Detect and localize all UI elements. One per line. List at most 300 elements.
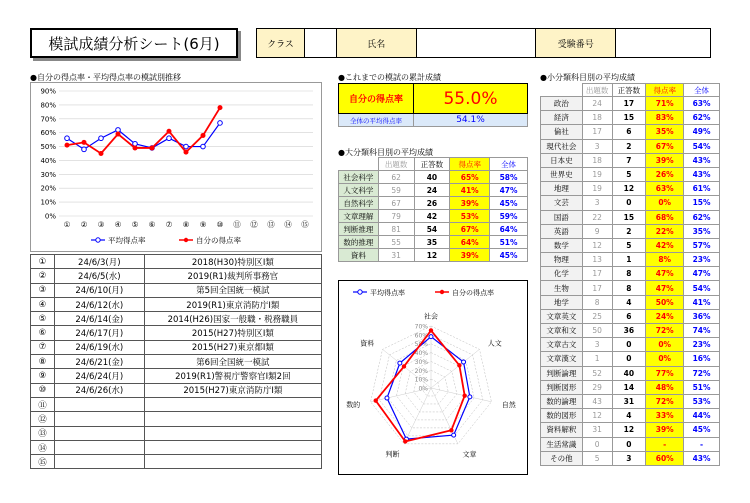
overall-rate: 61% bbox=[684, 182, 720, 196]
major-category-row bbox=[339, 223, 528, 236]
overall-rate: 62% bbox=[684, 111, 720, 125]
y-tick-label: 70% bbox=[40, 115, 56, 124]
line-chart-legend bbox=[91, 235, 241, 245]
history-date bbox=[54, 412, 144, 426]
radar-axis-label: 自然 bbox=[501, 401, 516, 410]
history-no: ⑥ bbox=[31, 326, 55, 340]
subject-name: 生活常識 bbox=[541, 437, 583, 451]
correct-count: 0 bbox=[612, 352, 646, 366]
history-date bbox=[54, 455, 144, 469]
question-count: 3 bbox=[582, 196, 612, 210]
history-no: ⑤ bbox=[31, 312, 55, 326]
self-data-point bbox=[133, 145, 138, 150]
correct-count: 17 bbox=[612, 97, 646, 111]
major-category-row bbox=[339, 249, 528, 262]
question-count: 17 bbox=[582, 281, 612, 295]
overall-rate: 58% bbox=[490, 171, 528, 184]
self-data-point bbox=[99, 151, 104, 156]
radar-tick-label: 30% bbox=[414, 358, 428, 366]
major-category-row bbox=[339, 210, 528, 223]
correct-count: 24 bbox=[414, 184, 450, 197]
correct-count: 15 bbox=[612, 210, 646, 224]
overall-rate: - bbox=[684, 437, 720, 451]
history-no: ⑮ bbox=[31, 455, 55, 469]
score-rate: 64% bbox=[450, 236, 490, 249]
history-exam-name: 第5回全国統一模試 bbox=[144, 283, 321, 297]
y-tick-label: 50% bbox=[40, 143, 56, 152]
minor-category-row bbox=[541, 253, 720, 267]
question-count: 3 bbox=[582, 139, 612, 153]
radar-legend-avg: 平均得点率 bbox=[370, 289, 405, 297]
score-rate: 77% bbox=[646, 366, 684, 380]
history-no: ⑦ bbox=[31, 340, 55, 354]
radar-avg-point bbox=[385, 396, 389, 400]
question-count: 12 bbox=[582, 409, 612, 423]
overall-rate: 51% bbox=[490, 236, 528, 249]
y-tick-label: 30% bbox=[40, 170, 56, 179]
overall-rate: 15% bbox=[684, 196, 720, 210]
overall-rate: 43% bbox=[684, 451, 720, 465]
history-row bbox=[31, 397, 322, 411]
question-count: 5 bbox=[582, 451, 612, 465]
subject-name: 英語 bbox=[541, 224, 583, 238]
history-row bbox=[31, 412, 322, 426]
subject-name: 文章和文 bbox=[541, 324, 583, 338]
correct-count: 4 bbox=[612, 295, 646, 309]
history-row bbox=[31, 312, 322, 326]
history-no: ① bbox=[31, 255, 55, 269]
legend-avg: 平均得点率 bbox=[108, 236, 146, 245]
radar-legend-self: 自分の得点率 bbox=[452, 289, 494, 297]
correct-count: 40 bbox=[414, 171, 450, 184]
score-rate: 24% bbox=[646, 309, 684, 323]
radar-tick-label: 70% bbox=[414, 323, 428, 331]
minor-category-row bbox=[541, 97, 720, 111]
history-date: 24/6/12(水) bbox=[54, 297, 144, 311]
history-exam-name: 2018(H30)特別区Ⅰ類 bbox=[144, 255, 321, 269]
minor-header-questions: 出題数 bbox=[582, 84, 612, 97]
score-rate: 63% bbox=[646, 182, 684, 196]
score-rate: 47% bbox=[646, 281, 684, 295]
history-row bbox=[31, 326, 322, 340]
radar-self-point bbox=[403, 439, 407, 443]
minor-category-row bbox=[541, 125, 720, 139]
history-date: 24/6/5(水) bbox=[54, 269, 144, 283]
radar-chart-frame bbox=[338, 280, 528, 475]
history-no: ⑩ bbox=[31, 383, 55, 397]
history-date bbox=[54, 397, 144, 411]
overall-rate: 35% bbox=[684, 224, 720, 238]
history-exam-name: 2019(R1)東京消防庁Ⅰ類 bbox=[144, 297, 321, 311]
correct-count: 40 bbox=[612, 366, 646, 380]
correct-count: 42 bbox=[414, 210, 450, 223]
overall-rate: 47% bbox=[684, 267, 720, 281]
x-tick-label: ⑫ bbox=[250, 220, 258, 229]
correct-count: 15 bbox=[612, 111, 646, 125]
category-name: 人文科学 bbox=[339, 184, 379, 197]
y-tick-label: 10% bbox=[40, 198, 56, 207]
correct-count: 12 bbox=[414, 249, 450, 262]
question-count: 31 bbox=[378, 249, 414, 262]
radar-tick-label: 10% bbox=[414, 376, 428, 384]
history-no: ⑫ bbox=[31, 412, 55, 426]
overall-rate: 51% bbox=[684, 380, 720, 394]
subject-name: 政治 bbox=[541, 97, 583, 111]
correct-count: 0 bbox=[612, 338, 646, 352]
radar-avg-point bbox=[468, 395, 472, 399]
question-count: 18 bbox=[582, 111, 612, 125]
overall-rate: 49% bbox=[684, 125, 720, 139]
question-count: 25 bbox=[582, 309, 612, 323]
radar-axis-label: 判断 bbox=[385, 450, 400, 459]
score-rate: 22% bbox=[646, 224, 684, 238]
self-data-point bbox=[82, 140, 87, 145]
subject-name: 物理 bbox=[541, 253, 583, 267]
history-exam-name: 2014(H26)国家一般職・税務職員 bbox=[144, 312, 321, 326]
subject-name: 文章古文 bbox=[541, 338, 583, 352]
history-no: ⑪ bbox=[31, 397, 55, 411]
radar-tick-label: 20% bbox=[414, 367, 428, 375]
minor-category-row bbox=[541, 423, 720, 437]
y-tick-label: 80% bbox=[40, 101, 56, 110]
score-rate: 35% bbox=[646, 125, 684, 139]
x-tick-label: ⑦ bbox=[165, 220, 173, 229]
overall-rate: 72% bbox=[684, 366, 720, 380]
class-label: クラス bbox=[257, 29, 305, 58]
subject-name: 国語 bbox=[541, 210, 583, 224]
correct-count: 7 bbox=[612, 153, 646, 167]
history-exam-name bbox=[144, 412, 321, 426]
overall-rate: 47% bbox=[490, 184, 528, 197]
exam-number-field[interactable] bbox=[616, 29, 711, 58]
self-data-point bbox=[116, 132, 121, 137]
history-no: ⑬ bbox=[31, 426, 55, 440]
question-count: 55 bbox=[378, 236, 414, 249]
history-row bbox=[31, 440, 322, 454]
minor-category-row bbox=[541, 338, 720, 352]
score-rate: 48% bbox=[646, 380, 684, 394]
correct-count: 6 bbox=[612, 309, 646, 323]
category-name: 自然科学 bbox=[339, 197, 379, 210]
correct-count: 4 bbox=[612, 409, 646, 423]
minor-header-correct: 正答数 bbox=[612, 84, 646, 97]
score-rate: 53% bbox=[450, 210, 490, 223]
x-tick-label: ③ bbox=[97, 220, 105, 229]
history-date bbox=[54, 426, 144, 440]
major-category-title: ●大分類科目別の平均成績 bbox=[338, 148, 433, 157]
self-data-point bbox=[201, 133, 206, 138]
radar-legend bbox=[353, 288, 494, 297]
history-date: 24/6/10(月) bbox=[54, 283, 144, 297]
x-tick-label: ⑮ bbox=[301, 220, 309, 229]
history-no: ⑭ bbox=[31, 440, 55, 454]
subject-name: 経済 bbox=[541, 111, 583, 125]
subject-name: 数的図形 bbox=[541, 409, 583, 423]
avg-data-point bbox=[218, 121, 223, 126]
radar-tick-label: 50% bbox=[414, 341, 428, 349]
history-date: 24/6/3(月) bbox=[54, 255, 144, 269]
score-rate: - bbox=[646, 437, 684, 451]
radar-series-average bbox=[387, 337, 470, 439]
minor-category-row bbox=[541, 139, 720, 153]
avg-data-point bbox=[116, 128, 121, 133]
score-rate: 50% bbox=[646, 295, 684, 309]
history-date: 24/6/21(金) bbox=[54, 355, 144, 369]
score-rate: 33% bbox=[646, 409, 684, 423]
history-exam-name bbox=[144, 440, 321, 454]
x-tick-label: ⑬ bbox=[267, 220, 275, 229]
x-tick-label: ⑩ bbox=[216, 220, 224, 229]
minor-category-row bbox=[541, 352, 720, 366]
score-rate: 0% bbox=[646, 338, 684, 352]
overall-rate: 63% bbox=[684, 97, 720, 111]
question-count: 19 bbox=[582, 182, 612, 196]
question-count: 52 bbox=[582, 366, 612, 380]
history-no: ③ bbox=[31, 283, 55, 297]
category-name: 文章理解 bbox=[339, 210, 379, 223]
minor-header-overall: 全体 bbox=[684, 84, 720, 97]
y-tick-label: 90% bbox=[40, 87, 56, 96]
subject-name: 地学 bbox=[541, 295, 583, 309]
correct-count: 0 bbox=[612, 196, 646, 210]
history-exam-name: 2015(H27)東京都Ⅰ類 bbox=[144, 340, 321, 354]
correct-count: 0 bbox=[612, 437, 646, 451]
name-field[interactable] bbox=[416, 29, 536, 58]
radar-self-point bbox=[429, 328, 433, 332]
question-count: 62 bbox=[378, 171, 414, 184]
self-data-point bbox=[167, 129, 172, 134]
radar-axis-label: 数的 bbox=[346, 401, 361, 410]
minor-category-row bbox=[541, 451, 720, 465]
correct-count: 12 bbox=[612, 182, 646, 196]
subject-name: 数学 bbox=[541, 238, 583, 252]
overall-rate: 16% bbox=[684, 352, 720, 366]
radar-tick-label: 60% bbox=[414, 332, 428, 340]
correct-count: 35 bbox=[414, 236, 450, 249]
overall-rate: 74% bbox=[684, 324, 720, 338]
class-field[interactable] bbox=[304, 29, 336, 58]
correct-count: 14 bbox=[612, 380, 646, 394]
radar-self-point bbox=[457, 363, 461, 367]
y-tick-label: 40% bbox=[40, 156, 56, 165]
minor-header-rate: 得点率 bbox=[646, 84, 684, 97]
self-data-point bbox=[184, 150, 189, 155]
avg-rate-label: 全体の平均得点率 bbox=[339, 114, 414, 127]
correct-count: 31 bbox=[612, 394, 646, 408]
header-correct: 正答数 bbox=[414, 158, 450, 171]
header-overall: 全体 bbox=[490, 158, 528, 171]
score-rate: 67% bbox=[450, 223, 490, 236]
minor-category-row bbox=[541, 380, 720, 394]
score-rate: 42% bbox=[646, 238, 684, 252]
question-count: 22 bbox=[582, 210, 612, 224]
history-exam-name bbox=[144, 455, 321, 469]
avg-data-point bbox=[133, 141, 138, 146]
minor-category-row bbox=[541, 267, 720, 281]
minor-category-table bbox=[540, 83, 720, 466]
overall-rate: 43% bbox=[684, 153, 720, 167]
history-no: ⑧ bbox=[31, 355, 55, 369]
overall-rate: 41% bbox=[684, 295, 720, 309]
subject-name: 資料解釈 bbox=[541, 423, 583, 437]
history-date bbox=[54, 440, 144, 454]
score-rate: 26% bbox=[646, 167, 684, 181]
minor-category-row bbox=[541, 111, 720, 125]
history-exam-name: 2019(R1)警視庁警察官Ⅰ類2回 bbox=[144, 369, 321, 383]
line-chart-frame bbox=[30, 82, 322, 252]
score-rate: 8% bbox=[646, 253, 684, 267]
minor-category-row bbox=[541, 238, 720, 252]
category-name: 資料 bbox=[339, 249, 379, 262]
radar-axis-label: 資料 bbox=[360, 339, 375, 348]
question-count: 3 bbox=[582, 338, 612, 352]
x-tick-label: ④ bbox=[114, 220, 122, 229]
history-exam-name bbox=[144, 426, 321, 440]
history-exam-name: 2019(R1)裁判所事務官 bbox=[144, 269, 321, 283]
major-category-row bbox=[339, 171, 528, 184]
minor-category-row bbox=[541, 366, 720, 380]
y-tick-label: 20% bbox=[40, 184, 56, 193]
question-count: 43 bbox=[582, 394, 612, 408]
radar-avg-point bbox=[452, 433, 456, 437]
exam-number-label: 受験番号 bbox=[536, 29, 616, 58]
overall-rate: 57% bbox=[684, 238, 720, 252]
line-chart bbox=[31, 83, 321, 251]
minor-category-row bbox=[541, 196, 720, 210]
question-count: 12 bbox=[582, 238, 612, 252]
minor-category-row bbox=[541, 324, 720, 338]
minor-category-title: ●小分類科目別の平均成績 bbox=[540, 73, 635, 82]
history-no: ⑨ bbox=[31, 369, 55, 383]
overall-rate: 43% bbox=[684, 167, 720, 181]
history-row bbox=[31, 340, 322, 354]
history-no: ② bbox=[31, 269, 55, 283]
x-tick-label: ② bbox=[80, 220, 88, 229]
correct-count: 12 bbox=[612, 423, 646, 437]
radar-avg-point bbox=[462, 360, 466, 364]
radar-spoke bbox=[431, 388, 491, 402]
score-rate: 0% bbox=[646, 352, 684, 366]
radar-chart bbox=[339, 281, 527, 474]
x-tick-label: ⑤ bbox=[131, 220, 139, 229]
subject-name: 現代社会 bbox=[541, 139, 583, 153]
history-exam-name: 2015(H27)東京消防庁Ⅰ類 bbox=[144, 383, 321, 397]
history-row bbox=[31, 383, 322, 397]
minor-category-row bbox=[541, 409, 720, 423]
overall-rate: 23% bbox=[684, 338, 720, 352]
score-rate: 72% bbox=[646, 324, 684, 338]
avg-data-point bbox=[184, 144, 189, 149]
y-tick-label: 60% bbox=[40, 129, 56, 138]
score-rate: 0% bbox=[646, 196, 684, 210]
score-rate: 39% bbox=[450, 249, 490, 262]
history-exam-name: 第6回全国統一模試 bbox=[144, 355, 321, 369]
radar-avg-point bbox=[429, 335, 433, 339]
question-count: 19 bbox=[582, 167, 612, 181]
overall-rate: 45% bbox=[684, 423, 720, 437]
score-rate: 72% bbox=[646, 394, 684, 408]
self-rate-value: 55.0% bbox=[414, 84, 528, 114]
question-count: 24 bbox=[582, 97, 612, 111]
subject-name: 世界史 bbox=[541, 167, 583, 181]
question-count: 8 bbox=[582, 295, 612, 309]
radar-tick-label: 0% bbox=[418, 385, 428, 393]
question-count: 79 bbox=[378, 210, 414, 223]
overall-rate: 45% bbox=[490, 197, 528, 210]
x-tick-label: ⑭ bbox=[284, 220, 292, 229]
score-rate: 39% bbox=[646, 423, 684, 437]
score-rate: 47% bbox=[646, 267, 684, 281]
correct-count: 1 bbox=[612, 253, 646, 267]
overall-rate: 59% bbox=[490, 210, 528, 223]
minor-category-row bbox=[541, 153, 720, 167]
exam-history-table bbox=[30, 254, 322, 469]
avg-data-point bbox=[99, 136, 104, 141]
minor-category-row bbox=[541, 167, 720, 181]
subject-name: 日本史 bbox=[541, 153, 583, 167]
history-date: 24/6/19(水) bbox=[54, 340, 144, 354]
header-questions: 出題数 bbox=[378, 158, 414, 171]
x-tick-label: ⑪ bbox=[233, 220, 241, 229]
y-tick-label: 0% bbox=[44, 212, 56, 221]
overall-rate: 54% bbox=[684, 139, 720, 153]
overall-rate: 62% bbox=[684, 210, 720, 224]
history-date: 24/6/26(水) bbox=[54, 383, 144, 397]
radar-axis-label: 社会 bbox=[424, 312, 438, 321]
radar-tick-label: 40% bbox=[414, 350, 428, 358]
overall-rate: 64% bbox=[490, 223, 528, 236]
x-tick-label: ⑨ bbox=[199, 220, 207, 229]
question-count: 67 bbox=[378, 197, 414, 210]
avg-data-point bbox=[201, 144, 206, 149]
subject-name: 文章漢文 bbox=[541, 352, 583, 366]
correct-count: 5 bbox=[612, 167, 646, 181]
line-chart-title: ●自分の得点率・平均得点率の模試別推移 bbox=[30, 73, 181, 82]
history-row bbox=[31, 455, 322, 469]
overall-rate: 53% bbox=[684, 394, 720, 408]
question-count: 18 bbox=[582, 153, 612, 167]
x-tick-label: ① bbox=[63, 220, 71, 229]
correct-count: 5 bbox=[612, 238, 646, 252]
history-exam-name bbox=[144, 397, 321, 411]
history-exam-name: 2015(H27)特別区Ⅰ類 bbox=[144, 326, 321, 340]
question-count: 29 bbox=[582, 380, 612, 394]
minor-category-row bbox=[541, 295, 720, 309]
question-count: 31 bbox=[582, 423, 612, 437]
student-info-table bbox=[256, 28, 711, 58]
history-row bbox=[31, 255, 322, 269]
minor-category-row bbox=[541, 281, 720, 295]
score-rate: 39% bbox=[450, 197, 490, 210]
score-rate: 39% bbox=[646, 153, 684, 167]
score-rate: 71% bbox=[646, 97, 684, 111]
subject-name: 数的論理 bbox=[541, 394, 583, 408]
history-date: 24/6/24(月) bbox=[54, 369, 144, 383]
subject-name: 生物 bbox=[541, 281, 583, 295]
correct-count: 54 bbox=[414, 223, 450, 236]
radar-self-point bbox=[374, 398, 378, 402]
question-count: 1 bbox=[582, 352, 612, 366]
overall-rate: 54% bbox=[684, 281, 720, 295]
self-data-point bbox=[150, 145, 155, 150]
category-name: 社会科学 bbox=[339, 171, 379, 184]
correct-count: 8 bbox=[612, 267, 646, 281]
subject-name: その他 bbox=[541, 451, 583, 465]
score-rate: 65% bbox=[450, 171, 490, 184]
radar-avg-point bbox=[398, 361, 402, 365]
overall-rate: 23% bbox=[684, 253, 720, 267]
minor-category-row bbox=[541, 210, 720, 224]
